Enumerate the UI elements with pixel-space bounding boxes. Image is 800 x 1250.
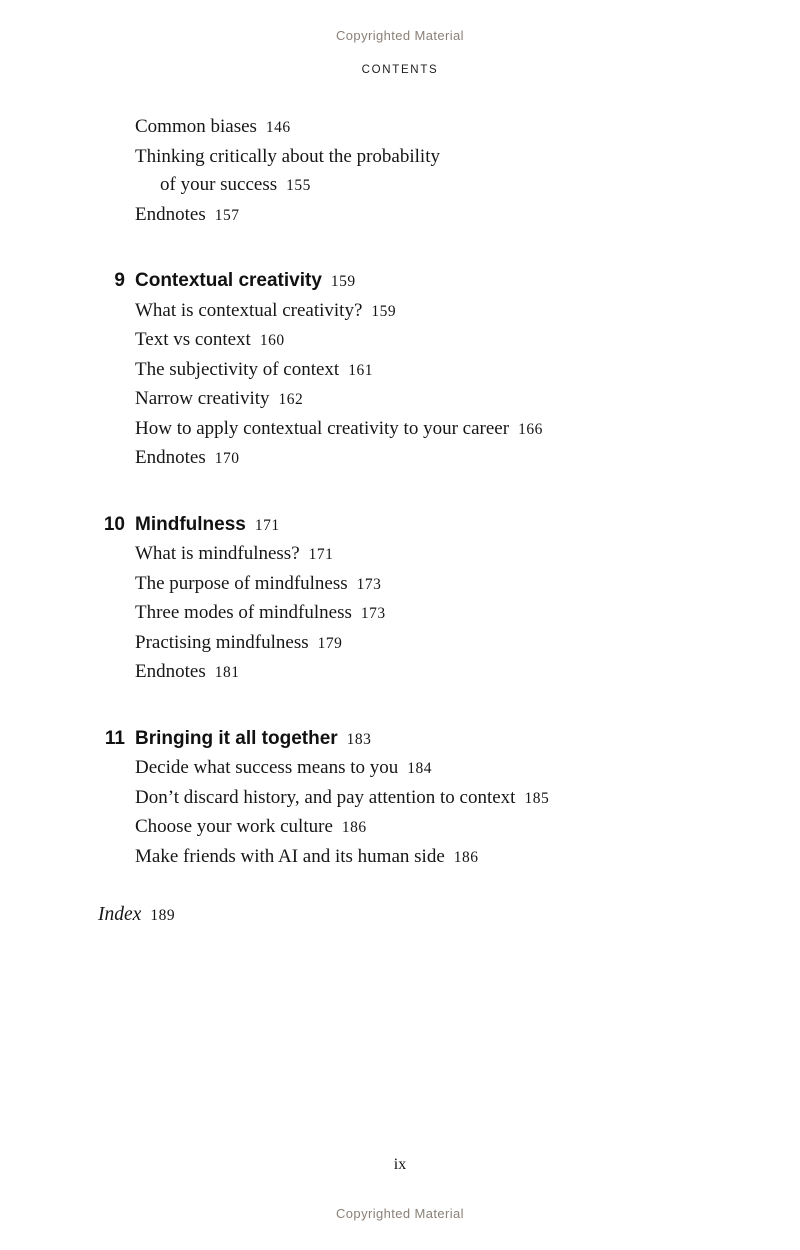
entry-text: Decide what success means to you (135, 757, 399, 778)
chapter-number: 10 (103, 513, 125, 535)
toc-entry (98, 784, 698, 814)
entry-text: The purpose of mindfulness (135, 572, 348, 594)
page-ref: 157 (214, 206, 240, 224)
entry-text: Endnotes (135, 203, 206, 225)
page-ref: 186 (341, 819, 367, 836)
index-title: Index (98, 904, 142, 925)
page-ref: 162 (278, 391, 304, 408)
toc-entry-continuation (98, 171, 698, 201)
page-ref: 183 (346, 730, 372, 748)
entry-text: Narrow creativity (135, 388, 270, 409)
page-ref: 179 (317, 634, 343, 652)
toc-entry (98, 843, 698, 873)
chapter-title: Contextual creativity (135, 270, 322, 291)
chapter-heading (98, 511, 698, 541)
page-ref: 159 (330, 273, 356, 290)
page-ref: 173 (360, 605, 386, 622)
toc-entry (98, 385, 698, 415)
contents-header: CONTENTS (361, 64, 439, 76)
entry-text: Three modes of mindfulness (135, 602, 352, 623)
page-ref: 184 (407, 760, 433, 777)
page-ref: 186 (453, 848, 479, 866)
page-ref: 189 (150, 907, 176, 924)
page-ref: 171 (254, 516, 280, 534)
chapter-number: 11 (104, 727, 125, 749)
page-ref: 170 (214, 450, 240, 467)
toc-entry (98, 599, 698, 629)
toc-entry (98, 813, 698, 843)
page-ref: 173 (356, 575, 382, 593)
page-ref: 161 (348, 361, 373, 379)
toc-entry (98, 297, 698, 327)
entry-text: of your success (160, 174, 278, 195)
toc-entry (98, 326, 698, 356)
page-ref: 185 (524, 789, 550, 807)
entry-text: Text vs context (135, 329, 251, 350)
entry-text: Endnotes (135, 447, 206, 468)
entry-text: Endnotes (135, 661, 206, 682)
chapter-heading (98, 725, 698, 755)
entry-text: What is contextual creativity? (135, 299, 363, 321)
page-ref: 171 (308, 546, 334, 563)
chapter-number: 9 (114, 270, 125, 291)
page-ref: 159 (371, 302, 397, 320)
entry-text: Make friends with AI and its human side (135, 845, 445, 867)
toc-entry (98, 658, 698, 688)
entry-text: How to apply contextual creativity to your career (135, 417, 510, 439)
table-of-contents (98, 113, 698, 931)
toc-entry (98, 570, 698, 600)
toc-entry (98, 444, 698, 474)
chapter-title: Bringing it all together (135, 727, 338, 749)
chapter-title: Mindfulness (135, 513, 246, 535)
toc-entry (98, 754, 698, 784)
entry-text: The subjectivity of context (135, 358, 340, 380)
index-entry (98, 901, 698, 931)
page-ref: 166 (518, 420, 543, 438)
toc-entry (98, 629, 698, 659)
page-ref: 155 (286, 177, 311, 194)
toc-entry (98, 415, 698, 445)
entry-text: Practising mindfulness (135, 631, 309, 653)
page-ref: 146 (265, 119, 291, 136)
toc-entry (98, 143, 698, 172)
entry-text: Don’t discard history, and pay attention to context (135, 786, 516, 808)
chapter-heading (98, 267, 698, 297)
page-ref: 160 (259, 332, 285, 349)
page-ref: 181 (214, 664, 240, 681)
folio-page-number: ix (393, 1156, 407, 1173)
entry-text: Choose your work culture (135, 816, 333, 837)
toc-entry (98, 540, 698, 570)
entry-text: What is mindfulness? (135, 543, 300, 564)
copyright-notice-top: Copyrighted Material (336, 28, 464, 43)
entry-text: Common biases (135, 116, 257, 137)
copyright-notice-bottom: Copyrighted Material (336, 1206, 464, 1221)
toc-entry (98, 356, 698, 386)
toc-entry (98, 113, 698, 143)
toc-entry (98, 201, 698, 231)
entry-text: Thinking critically about the probability (135, 145, 440, 167)
